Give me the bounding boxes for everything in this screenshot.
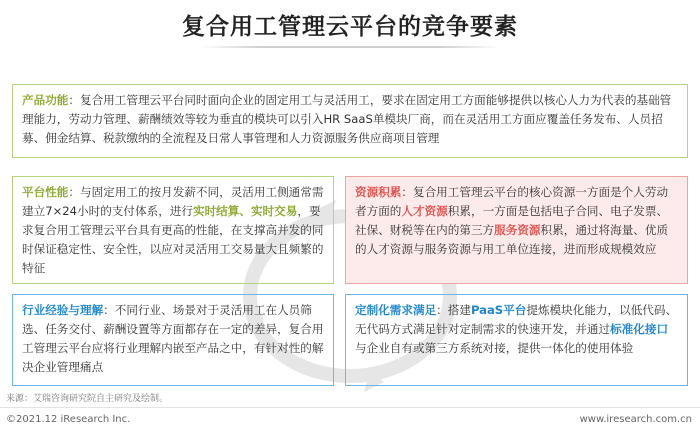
customization-card [345,294,688,386]
resource-accumulation-text-3: 积累，通过将海量、优质的人才资源与服务资源与用工单位连接，进而形成规模效应 [355,223,669,256]
platform-performance-heading: 平台性能 [22,185,69,199]
platform-performance-highlight: 实时结算、实时交易 [192,204,298,218]
customization-text-2: 提炼模块化能力，以低代码、无代码方式满足针对定制需求的快速开发，并通过 [355,303,678,336]
industry-experience-text: ：不同行业、场景对于灵活用工在人员筛选、任务交付、薪酬设置等方面都存在一定的差异，复合用工管理云平台应将行业理解内嵌至产品之中，有针对性的解决企业管理痛点 [22,303,324,374]
resource-accumulation-heading: 资源积累 [355,185,402,199]
platform-performance-card [12,176,334,284]
customization-text-1: ：搭建 [436,303,471,317]
footer-divider [0,407,700,408]
platform-performance-text-2: ，要求复合用工管理云平台具有更高的性能，在支撑高并发的同时保证稳定性、安全性，以应对灵活用工交易量大且频繁的特征 [22,204,324,275]
resource-accumulation-text-2: 积累，一方面是包括电子合同、电子发票、社保、财税等在内的第三方 [355,204,669,237]
industry-experience-heading: 行业经验与理解 [22,303,104,317]
product-function-text: ：复合用工管理云平台同时面向企业的固定用工与灵活用工，要求在固定用工方面能够提供以核心人力为代表的基础管理能力，劳动力管理、薪酬绩效等较为垂直的模块可以引入HR SaaS单模块厂商，而在灵活用工方面应覆盖任务发布、人员招募、佣金结算、税款缴纳的全流程及日常人事管理和人力资源服务供应商项目管理 [22,93,672,145]
platform-performance-text-1: ：与固定用工的按月发薪不同，灵活用工侧通常需建立7×24小时的支付体系，进行 [22,185,324,218]
copyright-text: ©2021.12 iResearch Inc. [6,414,131,425]
website-url: www.iresearch.com.cn [579,414,692,425]
customization-interface-highlight: 标准化接口 [610,322,669,336]
customization-paas-highlight: PaaS平台 [470,303,527,317]
resource-accumulation-text-1: ：复合用工管理云平台的核心资源一方面是个人劳动者方面的 [355,185,669,218]
industry-experience-card [12,294,334,386]
resource-accumulation-card [345,176,688,284]
title-divider [200,46,500,48]
page-title: 复合用工管理云平台的竞争要素 [182,14,518,40]
customization-text-3: 与企业自有或第三方系统对接，提供一体化的使用体验 [355,341,634,355]
product-function-heading: 产品功能 [22,93,69,107]
resource-talent-highlight: 人才资源 [401,204,448,218]
resource-service-highlight: 服务资源 [494,223,541,237]
source-note: 来源：艾瑞咨询研究院自主研究及绘制。 [6,394,169,404]
customization-heading: 定制化需求满足 [355,303,437,317]
product-function-card [12,84,688,158]
